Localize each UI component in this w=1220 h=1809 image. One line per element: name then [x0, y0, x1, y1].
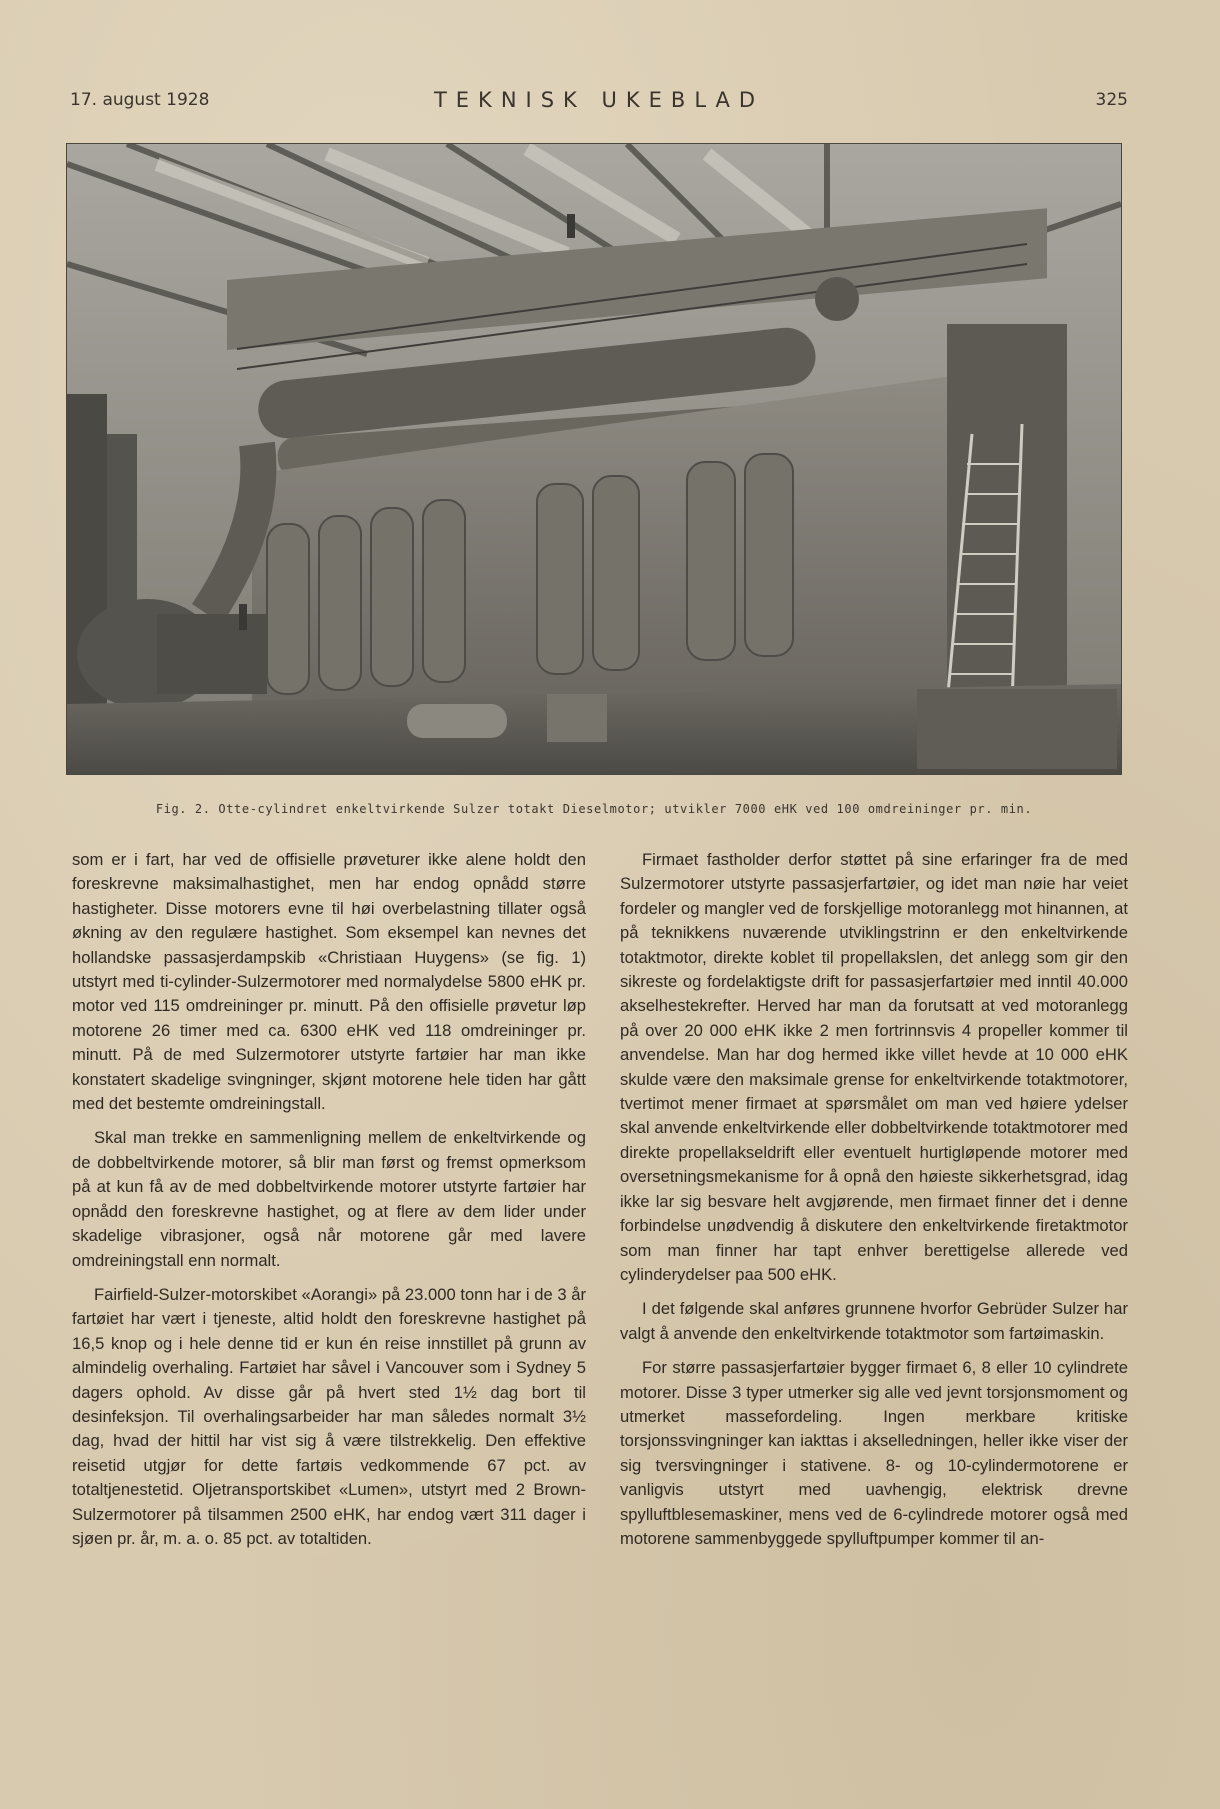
left-paragraph-1: som er i fart, har ved de offisielle prøveturer ikke alene holdt den foreskrevne maksimalhastighet, men har endog opnådd større hastigheter. Disse motorers evne til høi overbelastning tillater også økning av den regulære hastighet. Som eksempel kan nevnes det hollandske passasjerdampskib «Christiaan Huygens» (se fig. 1) utstyrt med ti-cylinder-Sulzermotorer med normalydelse 5800 eHK pr. motor ved 115 omdreininger pr. minutt. På den offisielle prøvetur løp motorene 26 timer med ca. 6300 eHK ved 118 omdreininger pr. minutt. På de med Sulzermotorer utstyrte fartøier har man ikke konstatert skadelige svingninger, skjønt motorene hele tiden har gått med det bestemte omdreiningstall.: [72, 850, 586, 1114]
right-column: [620, 848, 1128, 1561]
right-paragraph-3: For større passasjerfartøier bygger firmaet 6, 8 eller 10 cylindrete motorer. Disse 3 typer utmerker sig alle ved jevnt torsjonsmoment og utmerket massefordeling. Ingen merkbare kritiske torsjonssvingninger kan iakttas i akselledningen, heller ikke viser der sig tversvingninger i stativene. 8- og 10-cylindermotorene er vanligvis utstyrt med uavhengig, elektrisk drevne spylluftblesemaskiner, mens ved de 6-cylindrede motorer også med motorene sammenbyggede spylluftpumper kommer til an-: [620, 1358, 1128, 1548]
left-paragraph-3: Fairfield-Sulzer-motorskibet «Aorangi» på 23.000 tonn har i de 3 år fartøiet har vært i tjeneste, altid holdt den foreskrevne hastighet på 16,5 knop og i hele denne tid er kun én reise innstillet på grunn av almindelig overhaling. Fartøiet har såvel i Vancouver som i Sydney 5 dagers ophold. Av disse går på hvert sted 1½ dag bort til desinfeksjon. Til overhalingsarbeider har man således normalt 3½ dag, hvad der hittil har vist sig å være tilstrekkelig. Den effektive reisetid utgjør for dette fartøis vedkommende 67 pct. av totaltjenestetid. Oljetransportskibet «Lumen», utstyrt med 2 Brown-Sulzermotorer på tilsammen 2500 eHK, har endog vært 311 dager i sjøen pr. år, m. a. o. 85 pct. av totaltiden.: [72, 1284, 586, 1548]
page-number: 325: [1095, 90, 1128, 110]
left-column: [72, 848, 586, 1561]
right-paragraph-2: I det følgende skal anføres grunnene hvorfor Gebrüder Sulzer har valgt å anvende den enkeltvirkende totaktmotor som fartøimaskin.: [620, 1299, 1128, 1343]
figure-caption: Fig. 2. Otte-cylindret enkeltvirkende Sulzer totakt Dieselmotor; utvikler 7000 eHK ved 100 omdreininger pr. min.: [155, 802, 1033, 816]
journal-title: TEKNISK UKEBLAD: [433, 88, 765, 112]
left-paragraph-2: Skal man trekke en sammenligning mellem de enkeltvirkende og de dobbeltvirkende motorer, så blir man først og fremst opmerksom på at kun få av de med dobbeltvirkende motorer utstyrte fartøier har opnådd den foreskrevne hastighet, og at flere av dem lider under skadelige vibrasjoner, også når motorene går med lavere omdreiningstall enn normalt.: [72, 1128, 586, 1270]
diesel-engine-photo-illustration: [67, 144, 1121, 774]
right-paragraph-1: Firmaet fastholder derfor støttet på sine erfaringer fra de med Sulzermotorer utstyrte passasjerfartøier, og idet man nøie har veiet fordeler og mangler ved de forskjellige motoranlegg mot hinannen, at på teknikkens nuværende utviklingstrinn er den enkeltvirkende totaktmotor, direkte koblet til propellakslen, det anlegg som gir den sikreste og fordelaktigste drift for passasjerfartøier med inntil 40.000 akselhestekrefter. Herved har man da forutsatt at ved motoranlegg på over 20 000 eHK ikke 2 men fortrinnsvis 4 propeller kommer til anvendelse. Man har dog hermed ikke villet hevde at 10 000 eHK skulde være den maksimale grense for enkeltvirkende totaktmotorer, tvertimot mener firmaet at spørsmålet om man ved høiere ydelser skal anvende enkeltvirkende eller dobbeltvirkende totaktmotorer med direkte propellakseldrift eller eventuelt hurtigløpende motorer med oversetningsmekanisme for å opnå den høieste sikkerhetsgrad, idag ikke lar sig besvare helt avgjørende, men firmaet finner det i denne forbindelse unødvendig å diskutere den enkeltvirkende firetaktmotor som man finner har tapt enhver berettigelse allerede ved cylinderydelser paa 500 eHK.: [620, 850, 1128, 1284]
issue-date: 17. august 1928: [70, 90, 210, 110]
engine-photograph: [67, 144, 1121, 774]
running-header: [70, 88, 1128, 118]
